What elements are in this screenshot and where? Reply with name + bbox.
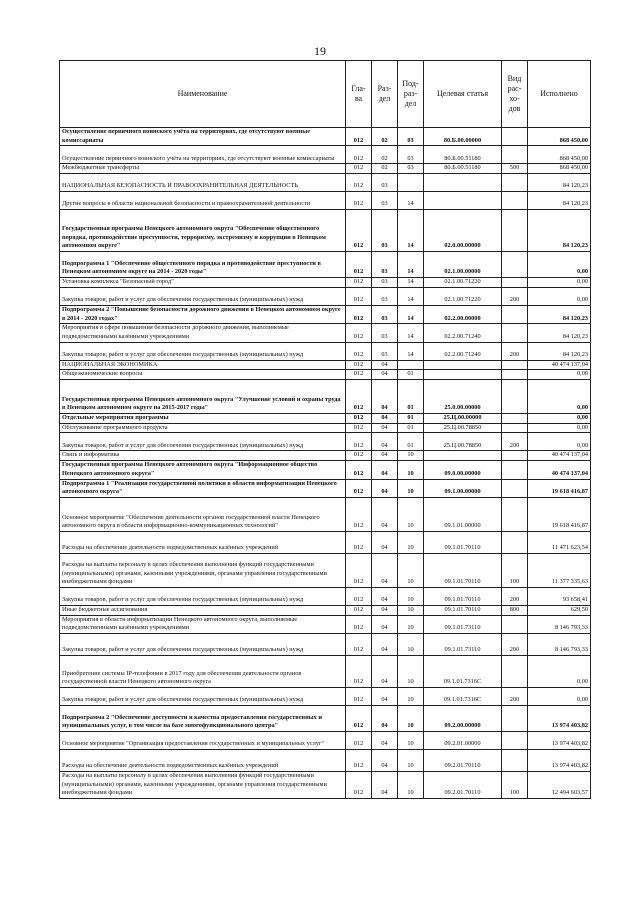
row-target-article xyxy=(424,370,502,380)
header-target-article: Целевая статья xyxy=(424,61,502,128)
row-subsection: 10 xyxy=(398,688,424,706)
table-row xyxy=(60,287,591,305)
row-executed: 12 494 603,57 xyxy=(528,772,591,799)
row-target-article: 25.0.00.00000 xyxy=(424,380,502,414)
row-section: 03 xyxy=(372,342,398,360)
row-target-article: 80.Б.00.51180 xyxy=(424,164,502,174)
row-executed: 19 618 416,87 xyxy=(528,497,591,531)
row-executed: 0,00 xyxy=(528,370,591,380)
row-chapter: 012 xyxy=(346,174,372,192)
row-subsection: 10 xyxy=(398,587,424,605)
row-executed: 868 450,00 xyxy=(528,128,591,146)
row-expense-type: 200 xyxy=(502,287,528,305)
table-row xyxy=(60,479,591,497)
row-name: Подпрограмма 1 "Обеспечение общественного порядка и противодействие преступности в Ненецком автономном округе на 2014 - 2020 годы" xyxy=(60,252,346,278)
row-chapter: 012 xyxy=(346,192,372,210)
row-subsection: 10 xyxy=(398,750,424,772)
row-executed: 0,00 xyxy=(528,287,591,305)
table-row xyxy=(60,587,591,605)
table-row xyxy=(60,278,591,288)
row-subsection: 01 xyxy=(398,414,424,424)
row-target-article: 02.2.00.00000 xyxy=(424,305,502,323)
row-expense-type xyxy=(502,732,528,750)
row-chapter: 012 xyxy=(346,433,372,451)
row-chapter: 012 xyxy=(346,324,372,342)
row-name: Закупка товаров, работ и услуг для обеспечения государственных (муниципальных) нужд xyxy=(60,587,346,605)
row-chapter: 012 xyxy=(346,423,372,433)
row-executed: 8 146 793,33 xyxy=(528,634,591,656)
row-target-article: 09.1.01.7316С xyxy=(424,656,502,688)
row-name: Расходы на выплаты персоналу в целях обеспечения выполнения функций государственными (муниципальными) органами, казенными учреждениями, органами управления государственными внебюджетными фондами xyxy=(60,772,346,799)
row-subsection: 10 xyxy=(398,451,424,461)
row-chapter: 012 xyxy=(346,128,372,146)
row-executed: 0,00 xyxy=(528,423,591,433)
row-executed: 11 377 335,63 xyxy=(528,553,591,587)
row-chapter: 012 xyxy=(346,414,372,424)
row-section: 03 xyxy=(372,210,398,252)
row-name: Государственная программа Ненецкого автономного округа "Обеспечение общественного порядка, противодействие преступности, терроризму, экстремизму и коррупции в Ненецком автономном округе" xyxy=(60,210,346,252)
row-name: Осуществление первичного воинского учёта на территориях, где отсутствуют военные комиссариаты xyxy=(60,146,346,164)
row-chapter: 012 xyxy=(346,750,372,772)
row-name: Закупка товаров, работ и услуг для обеспечения государственных (муниципальных) нужд xyxy=(60,287,346,305)
row-expense-type xyxy=(502,414,528,424)
row-chapter: 012 xyxy=(346,210,372,252)
row-executed: 13 974 403,82 xyxy=(528,750,591,772)
header-subsection: Под-раз-дел xyxy=(398,61,424,128)
table-row xyxy=(60,531,591,553)
row-executed: 868 450,00 xyxy=(528,146,591,164)
row-chapter: 012 xyxy=(346,587,372,605)
table-row xyxy=(60,750,591,772)
row-expense-type xyxy=(502,305,528,323)
table-row xyxy=(60,732,591,750)
row-executed: 84 120,23 xyxy=(528,192,591,210)
header-name: Наименование xyxy=(60,61,346,128)
row-section: 03 xyxy=(372,192,398,210)
row-subsection: 01 xyxy=(398,370,424,380)
row-subsection: 14 xyxy=(398,342,424,360)
row-expense-type xyxy=(502,656,528,688)
row-chapter: 012 xyxy=(346,497,372,531)
row-chapter: 012 xyxy=(346,252,372,278)
table-row xyxy=(60,688,591,706)
row-name: Государственная программа Ненецкого автономного округа "Улучшение условий и охраны труда в Ненецком автономном округе на 2015-2017 годы" xyxy=(60,380,346,414)
row-chapter: 012 xyxy=(346,342,372,360)
row-executed: 629,50 xyxy=(528,605,591,615)
row-name: НАЦИОНАЛЬНАЯ БЕЗОПАСНОСТЬ И ПРАВООХРАНИТЕЛЬНАЯ ДЕЯТЕЛЬНОСТЬ xyxy=(60,174,346,192)
row-subsection: 14 xyxy=(398,324,424,342)
row-expense-type xyxy=(502,531,528,553)
row-executed: 84 120,23 xyxy=(528,342,591,360)
row-name: Мероприятия в области информатизации Ненецкого автономного округа, выполняемые подведомственными казёнными учреждениями xyxy=(60,615,346,633)
row-subsection xyxy=(398,360,424,370)
row-chapter: 012 xyxy=(346,278,372,288)
row-name: Закупка товаров, работ и услуг для обеспечения государственных (муниципальных) нужд xyxy=(60,688,346,706)
row-name: Расходы на выплаты персоналу в целях обеспечения выполнения функций государственными (муниципальными) органами, казенными учреждениями, органами управления государственными внебюджетными фондами xyxy=(60,553,346,587)
row-section: 04 xyxy=(372,553,398,587)
budget-table xyxy=(59,60,591,799)
row-section: 03 xyxy=(372,278,398,288)
row-executed: 84 120,23 xyxy=(528,305,591,323)
row-chapter: 012 xyxy=(346,656,372,688)
row-section: 04 xyxy=(372,656,398,688)
table-row xyxy=(60,706,591,732)
row-section: 04 xyxy=(372,605,398,615)
table-body xyxy=(60,128,591,799)
table-row xyxy=(60,342,591,360)
row-section: 04 xyxy=(372,423,398,433)
row-name: Межбюджетные трансферты xyxy=(60,164,346,174)
row-target-article: 09.2.01.70110 xyxy=(424,750,502,772)
table-row xyxy=(60,305,591,323)
row-chapter: 012 xyxy=(346,605,372,615)
row-subsection: 01 xyxy=(398,433,424,451)
row-expense-type xyxy=(502,706,528,732)
row-target-article: 25.Ц.00.78850 xyxy=(424,433,502,451)
row-section: 04 xyxy=(372,706,398,732)
table-row xyxy=(60,414,591,424)
row-subsection: 03 xyxy=(398,128,424,146)
row-name: Расходы на обеспечение деятельности подведомственных казённых учреждений xyxy=(60,750,346,772)
row-chapter: 012 xyxy=(346,461,372,479)
row-expense-type xyxy=(502,192,528,210)
row-name: Отдельные мероприятия программы xyxy=(60,414,346,424)
row-subsection: 10 xyxy=(398,531,424,553)
row-name: Иные бюджетные ассигнования xyxy=(60,605,346,615)
row-subsection: 14 xyxy=(398,252,424,278)
row-chapter: 012 xyxy=(346,360,372,370)
table-row xyxy=(60,772,591,799)
row-section: 03 xyxy=(372,252,398,278)
row-expense-type xyxy=(502,380,528,414)
row-section: 04 xyxy=(372,370,398,380)
row-expense-type: 100 xyxy=(502,772,528,799)
row-subsection: 14 xyxy=(398,305,424,323)
row-chapter: 012 xyxy=(346,451,372,461)
row-expense-type: 800 xyxy=(502,605,528,615)
row-chapter: 012 xyxy=(346,479,372,497)
row-subsection: 10 xyxy=(398,461,424,479)
row-executed: 0,00 xyxy=(528,414,591,424)
row-name: Основное мероприятие "Организация предоставления государственных и муниципальных услуг" xyxy=(60,732,346,750)
row-executed: 868 450,00 xyxy=(528,164,591,174)
row-target-article: 09.1.01.70110 xyxy=(424,531,502,553)
table-row xyxy=(60,656,591,688)
row-name: Закупка товаров, работ и услуг для обеспечения государственных (муниципальных) нужд xyxy=(60,433,346,451)
row-chapter: 012 xyxy=(346,732,372,750)
row-subsection: 14 xyxy=(398,287,424,305)
row-target-article: 09.1.01.00000 xyxy=(424,497,502,531)
header-executed: Исполнено xyxy=(528,61,591,128)
row-expense-type xyxy=(502,252,528,278)
row-name: Закупка товаров, работ и услуг для обеспечения государственных (муниципальных) нужд xyxy=(60,342,346,360)
row-section: 04 xyxy=(372,688,398,706)
row-section: 02 xyxy=(372,146,398,164)
row-expense-type xyxy=(502,360,528,370)
row-section: 04 xyxy=(372,433,398,451)
row-target-article: 09.2.01.00000 xyxy=(424,732,502,750)
row-subsection: 10 xyxy=(398,634,424,656)
row-subsection: 01 xyxy=(398,380,424,414)
row-expense-type: 100 xyxy=(502,553,528,587)
row-name: Другие вопросы в области национальной безопасности и правоохранительной деятельности xyxy=(60,192,346,210)
row-section: 04 xyxy=(372,531,398,553)
row-section: 04 xyxy=(372,479,398,497)
row-section: 03 xyxy=(372,287,398,305)
table-row xyxy=(60,634,591,656)
row-target-article: 09.2.01.70110 xyxy=(424,772,502,799)
row-section: 04 xyxy=(372,772,398,799)
row-target-article: 25.Ц.00.78850 xyxy=(424,423,502,433)
row-name: Приобретение системы IP-телефонии в 2017 году для обеспечения деятельности органов государственной власти Ненецкого автономного округа xyxy=(60,656,346,688)
row-executed: 0,00 xyxy=(528,688,591,706)
table-row xyxy=(60,433,591,451)
row-target-article: 02.2.00.71240 xyxy=(424,342,502,360)
row-section: 04 xyxy=(372,360,398,370)
row-expense-type xyxy=(502,423,528,433)
row-subsection: 03 xyxy=(398,164,424,174)
table-header-row xyxy=(60,61,591,128)
row-target-article: 80.Б.00.00000 xyxy=(424,128,502,146)
row-chapter: 012 xyxy=(346,772,372,799)
row-subsection: 10 xyxy=(398,656,424,688)
row-executed: 0,00 xyxy=(528,278,591,288)
row-name: Мероприятия в сфере повышения безопасности дорожного движения, выполняемые подведомственными казёнными учреждениями xyxy=(60,324,346,342)
table-row xyxy=(60,210,591,252)
row-section: 04 xyxy=(372,750,398,772)
row-expense-type xyxy=(502,461,528,479)
row-executed: 19 618 416,87 xyxy=(528,479,591,497)
row-target-article: 80.Б.00.51180 xyxy=(424,146,502,164)
row-target-article xyxy=(424,451,502,461)
row-chapter: 012 xyxy=(346,688,372,706)
table-row xyxy=(60,192,591,210)
row-target-article: 02.0.00.00000 xyxy=(424,210,502,252)
row-target-article: 02.2.00.71240 xyxy=(424,324,502,342)
row-executed: 84 120,23 xyxy=(528,174,591,192)
row-subsection: 10 xyxy=(398,605,424,615)
row-executed: 40 474 137,04 xyxy=(528,360,591,370)
row-target-article xyxy=(424,360,502,370)
row-executed: 13 974 403,82 xyxy=(528,732,591,750)
row-chapter: 012 xyxy=(346,287,372,305)
table-row xyxy=(60,615,591,633)
table-row xyxy=(60,605,591,615)
row-executed: 40 474 137,04 xyxy=(528,461,591,479)
row-subsection: 01 xyxy=(398,423,424,433)
row-subsection: 10 xyxy=(398,706,424,732)
row-name: Основное мероприятие "Обеспечение деятельности органов государственной власти Ненецкого автономного округа в области информационно-коммуникационных технологий" xyxy=(60,497,346,531)
row-chapter: 012 xyxy=(346,370,372,380)
row-executed: 0,00 xyxy=(528,252,591,278)
row-section: 04 xyxy=(372,414,398,424)
row-section: 04 xyxy=(372,451,398,461)
row-section: 02 xyxy=(372,128,398,146)
row-target-article xyxy=(424,192,502,210)
row-chapter: 012 xyxy=(346,531,372,553)
table-row xyxy=(60,423,591,433)
row-subsection: 10 xyxy=(398,772,424,799)
row-subsection: 10 xyxy=(398,497,424,531)
row-expense-type xyxy=(502,128,528,146)
table-row xyxy=(60,360,591,370)
row-target-article: 09.1.01.73110 xyxy=(424,615,502,633)
row-chapter: 012 xyxy=(346,634,372,656)
row-section: 04 xyxy=(372,615,398,633)
row-target-article: 09.1.00.00000 xyxy=(424,479,502,497)
row-subsection: 10 xyxy=(398,732,424,750)
row-name: Обслуживание программного продукта xyxy=(60,423,346,433)
table-row xyxy=(60,252,591,278)
table-row xyxy=(60,380,591,414)
row-expense-type xyxy=(502,497,528,531)
row-expense-type xyxy=(502,174,528,192)
row-target-article: 09.2.00.00000 xyxy=(424,706,502,732)
row-executed: 13 974 403,82 xyxy=(528,706,591,732)
row-executed: 11 471 623,54 xyxy=(528,531,591,553)
row-subsection: 14 xyxy=(398,192,424,210)
table-row xyxy=(60,164,591,174)
table-row xyxy=(60,174,591,192)
row-chapter: 012 xyxy=(346,553,372,587)
row-expense-type xyxy=(502,324,528,342)
row-subsection: 10 xyxy=(398,553,424,587)
table-row xyxy=(60,461,591,479)
row-section: 04 xyxy=(372,732,398,750)
row-chapter: 012 xyxy=(346,706,372,732)
row-name: Подпрограмма 2 "Обеспечение доступности и качества предоставления государственных и муниципальных услуг, в том числе на базе многофункционального центра" xyxy=(60,706,346,732)
row-section: 04 xyxy=(372,634,398,656)
row-target-article: 25.Ц.00.00000 xyxy=(424,414,502,424)
row-expense-type xyxy=(502,479,528,497)
row-expense-type xyxy=(502,278,528,288)
row-executed: 84 120,23 xyxy=(528,324,591,342)
table-row xyxy=(60,451,591,461)
row-expense-type: 200 xyxy=(502,634,528,656)
table-row xyxy=(60,128,591,146)
header-expense-type: Вид рас-хо-дов xyxy=(502,61,528,128)
row-expense-type xyxy=(502,615,528,633)
row-target-article: 02.1.00.71220 xyxy=(424,278,502,288)
row-name: Расходы на обеспечение деятельности подведомственных казённых учреждений xyxy=(60,531,346,553)
row-expense-type: 200 xyxy=(502,587,528,605)
table-row xyxy=(60,553,591,587)
row-expense-type: 200 xyxy=(502,433,528,451)
row-subsection: 10 xyxy=(398,615,424,633)
row-expense-type: 500 xyxy=(502,164,528,174)
row-expense-type xyxy=(502,750,528,772)
row-name: Подпрограмма 2 "Повышение безопасности дорожного движения в Ненецком автономном округе в 2014 - 2020 годах" xyxy=(60,305,346,323)
header-chapter: Гла-ва xyxy=(346,61,372,128)
row-target-article: 09.1.01.70110 xyxy=(424,553,502,587)
row-executed: 0,00 xyxy=(528,380,591,414)
table-row xyxy=(60,324,591,342)
row-section: 03 xyxy=(372,174,398,192)
row-expense-type xyxy=(502,210,528,252)
row-name: Связь и информатика xyxy=(60,451,346,461)
row-name: Осуществление первичного воинского учёта на территориях, где отсутствуют военные комиссариаты xyxy=(60,128,346,146)
row-executed: 40 474 137,04 xyxy=(528,451,591,461)
row-chapter: 012 xyxy=(346,164,372,174)
row-subsection: 10 xyxy=(398,479,424,497)
header-section: Раз-дел xyxy=(372,61,398,128)
row-target-article: 09.1.01.73110 xyxy=(424,634,502,656)
row-subsection: 03 xyxy=(398,146,424,164)
row-chapter: 012 xyxy=(346,615,372,633)
row-expense-type xyxy=(502,451,528,461)
row-target-article xyxy=(424,174,502,192)
table-row xyxy=(60,370,591,380)
row-section: 02 xyxy=(372,164,398,174)
row-chapter: 012 xyxy=(346,305,372,323)
row-chapter: 012 xyxy=(346,380,372,414)
row-subsection: 14 xyxy=(398,210,424,252)
row-name: НАЦИОНАЛЬНАЯ ЭКОНОМИКА xyxy=(60,360,346,370)
row-section: 04 xyxy=(372,497,398,531)
row-name: Общеэкономические вопросы xyxy=(60,370,346,380)
row-executed: 93 658,41 xyxy=(528,587,591,605)
row-subsection: 14 xyxy=(398,278,424,288)
row-name: Государственная программа Ненецкого автономного округа "Информационное общество Ненецкого автономного округа" xyxy=(60,461,346,479)
row-section: 03 xyxy=(372,324,398,342)
table-row xyxy=(60,146,591,164)
table-row xyxy=(60,497,591,531)
row-target-article: 09.0.00.00000 xyxy=(424,461,502,479)
row-executed: 0,00 xyxy=(528,433,591,451)
row-target-article: 09.1.01.70110 xyxy=(424,605,502,615)
row-name: Подпрограмма 1 "Реализация государственной политики в области информатизации Ненецкого автономного округа" xyxy=(60,479,346,497)
row-subsection xyxy=(398,174,424,192)
row-expense-type: 200 xyxy=(502,342,528,360)
row-expense-type xyxy=(502,370,528,380)
row-section: 04 xyxy=(372,380,398,414)
page-number: 19 xyxy=(314,44,326,58)
row-executed: 0,00 xyxy=(528,656,591,688)
row-executed: 8 146 793,33 xyxy=(528,615,591,633)
row-expense-type xyxy=(502,146,528,164)
row-target-article: 02.1.00.00000 xyxy=(424,252,502,278)
row-target-article: 09.1.01.7316С xyxy=(424,688,502,706)
row-section: 03 xyxy=(372,305,398,323)
row-expense-type: 200 xyxy=(502,688,528,706)
row-section: 04 xyxy=(372,587,398,605)
row-executed: 84 120,23 xyxy=(528,210,591,252)
row-target-article: 09.1.01.70110 xyxy=(424,587,502,605)
row-section: 04 xyxy=(372,461,398,479)
row-target-article: 02.1.00.71220 xyxy=(424,287,502,305)
row-chapter: 012 xyxy=(346,146,372,164)
row-name: Установка комплекса "Безопасный город" xyxy=(60,278,346,288)
row-name: Закупка товаров, работ и услуг для обеспечения государственных (муниципальных) нужд xyxy=(60,634,346,656)
